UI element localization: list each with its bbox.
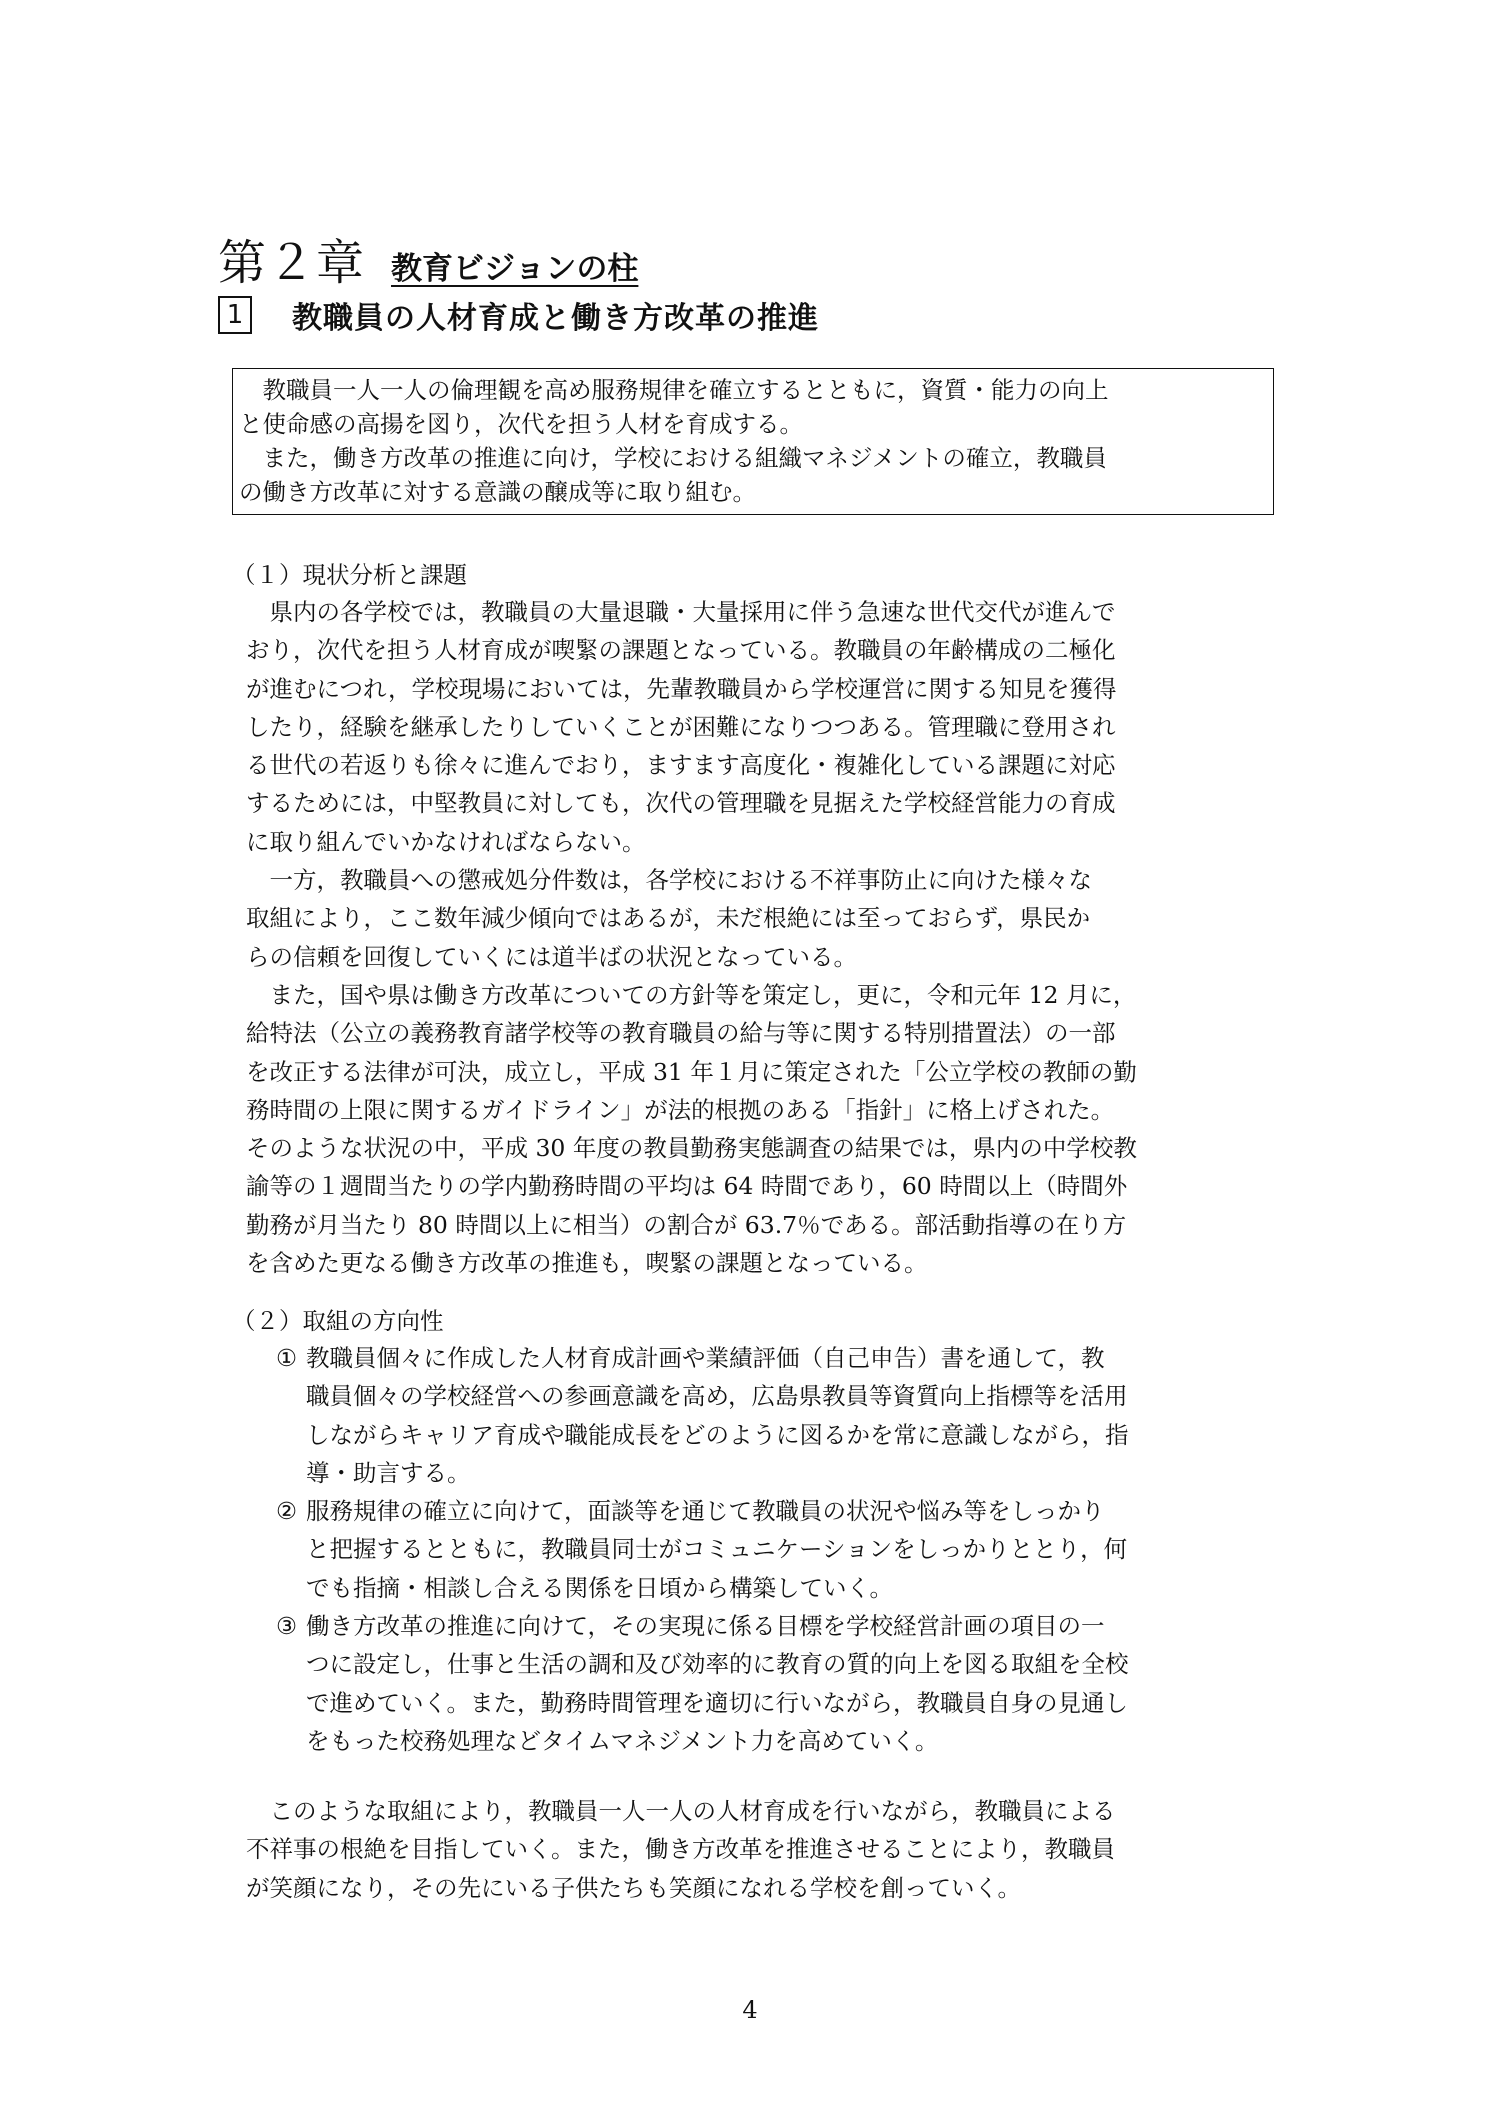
analysis-body [246, 593, 1286, 1282]
list-item [276, 1339, 1286, 1492]
summary-line: また，働き方改革の推進に向け，学校における組織マネジメントの確立，教職員 [262, 444, 1107, 472]
body-line: おり，次代を担う人材育成が喫緊の課題となっている。教職員の年齢構成の二極化 [246, 636, 1116, 665]
body-line: が進むにつれ，学校現場においては，先輩教職員から学校運営に関する知見を獲得 [246, 674, 1117, 703]
body-line: 勤務が月当たり 80 時間以上に相当）の割合が 63.7％である。部活動指導の在り方 [246, 1210, 1127, 1239]
direction-list [276, 1339, 1286, 1760]
item-line: をもった校務処理などタイムマネジメント力を高めていく。 [306, 1726, 939, 1755]
item-marker: ③ [276, 1612, 298, 1641]
item-marker: ① [276, 1344, 298, 1372]
body-line: したり，経験を継承したりしていくことが困難になりつつある。管理職に登用され [246, 712, 1116, 741]
section-number: 1 [218, 296, 252, 334]
body-line: するためには，中堅教員に対しても，次代の管理職を見据えた学校経営能力の育成 [246, 789, 1116, 818]
summary-box [232, 368, 1274, 515]
body-line: らの信頼を回復していくには道半ばの状況となっている。 [246, 942, 857, 971]
item-line: でも指摘・相談し合える関係を日頃から構築していく。 [306, 1573, 894, 1602]
direction-heading: （２）取組の方向性 [232, 1307, 444, 1335]
section-heading [218, 292, 819, 338]
body-line: に取り組んでいかなければならない。 [246, 827, 646, 856]
item-line: で進めていく。また，勤務時間管理を適切に行いながら，教職員自身の見通し [306, 1688, 1129, 1717]
summary-paragraph-2 [239, 441, 1267, 509]
body-line: また，国や県は働き方改革についての方針等を策定し，更に，令和元年 12 月に， [246, 980, 1137, 1009]
item-line: 働き方改革の推進に向けて，その実現に係る目標を学校経営計画の項目の一 [306, 1612, 1105, 1641]
list-item [276, 1492, 1286, 1607]
body-line: そのような状況の中，平成 30 年度の教員勤務実態調査の結果では，県内の中学校教 [246, 1134, 1137, 1163]
closing-line: このような取組により，教職員一人一人の人材育成を行いながら，教職員による [246, 1797, 1116, 1825]
section-title: 教職員の人材育成と働き方改革の推進 [292, 301, 819, 336]
closing-line: 不祥事の根絶を目指していく。また，働き方改革を推進させることにより，教職員 [246, 1835, 1116, 1864]
item-line: 職員個々の学校経営への参画意識を高め，広島県教員等資質向上指標等を活用 [306, 1382, 1128, 1411]
closing-line: が笑顔になり，その先にいる子供たちも笑顔になれる学校を創っていく。 [246, 1873, 1022, 1902]
summary-line: 教職員一人一人の倫理観を高め服務規律を確立するとともに，資質・能力の向上 [262, 376, 1109, 404]
item-line: 導・助言する。 [306, 1458, 471, 1487]
chapter-title: 教育ビジョンの柱 [391, 251, 639, 287]
analysis-heading: （１）現状分析と課題 [232, 561, 467, 589]
chapter-number: 第２章 [218, 235, 366, 291]
item-marker: ② [276, 1497, 298, 1526]
closing-paragraph [246, 1792, 1286, 1907]
body-line: 県内の各学校では，教職員の大量退職・大量採用に伴う急速な世代交代が進んで [246, 598, 1116, 626]
item-line: と把握するとともに，教職員同士がコミュニケーションをしっかりととり，何 [306, 1535, 1128, 1564]
body-line: 給特法（公立の義務教育諸学校等の教育職員の給与等に関する特別措置法）の一部 [246, 1019, 1116, 1048]
item-line: 服務規律の確立に向けて，面談等を通じて教職員の状況や悩み等をしっかり [306, 1497, 1105, 1526]
item-line: しながらキャリア育成や職能成長をどのように図るかを常に意識しながら，指 [306, 1420, 1129, 1449]
chapter-heading [218, 224, 639, 291]
page-number: 4 [742, 1996, 758, 2024]
summary-line: と使命感の高揚を図り，次代を担う人材を育成する。 [239, 410, 803, 438]
body-line: 務時間の上限に関するガイドライン」が法的根拠のある「指針」に格上げされた。 [246, 1095, 1115, 1124]
body-line: る世代の若返りも徐々に進んでおり，ますます高度化・複雑化している課題に対応 [246, 751, 1116, 780]
body-line: 一方，教職員への懲戒処分件数は，各学校における不祥事防止に向けた様々な [246, 866, 1092, 895]
item-line: つに設定し，仕事と生活の調和及び効率的に教育の質的向上を図る取組を全校 [306, 1650, 1129, 1679]
body-line: を改正する法律が可決，成立し，平成 31 年１月に策定された「公立学校の教師の勤 [246, 1057, 1137, 1086]
summary-paragraph-1 [239, 373, 1267, 441]
body-line: 諭等の１週間当たりの学内勤務時間の平均は 64 時間であり，60 時間以上（時間外 [246, 1172, 1128, 1201]
summary-line: の働き方改革に対する意識の醸成等に取り組む。 [239, 478, 756, 506]
list-item [276, 1607, 1286, 1760]
item-line: 教職員個々に作成した人材育成計画や業績評価（自己申告）書を通して，教 [306, 1344, 1105, 1372]
body-line: を含めた更なる働き方改革の推進も，喫緊の課題となっている。 [246, 1249, 928, 1278]
body-line: 取組により，ここ数年減少傾向ではあるが，未だ根絶には至っておらず，県民か [246, 904, 1091, 933]
